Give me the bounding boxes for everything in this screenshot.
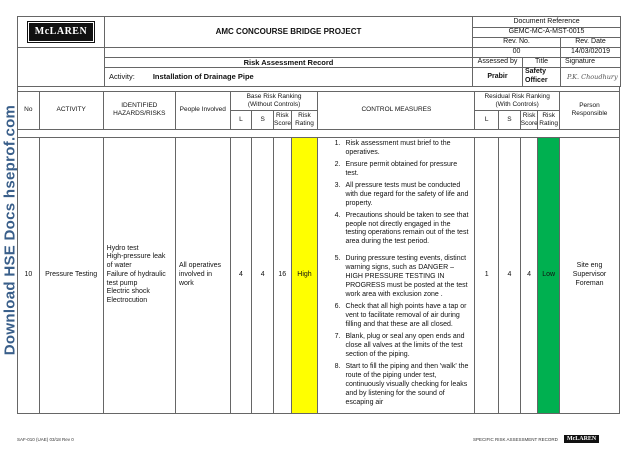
hazard-item: Failure of hydraulic bbox=[106, 270, 166, 278]
activity-value: Installation of Drainage Pipe bbox=[152, 72, 254, 82]
res-l-value: 1 bbox=[475, 137, 499, 413]
col-no: No bbox=[18, 91, 40, 129]
control-measure-item: 3. All pressure tests must be conducted with due regard for the safety of life and property. bbox=[342, 182, 470, 209]
col-residual-line-1: Residual Risk Ranking bbox=[484, 92, 550, 100]
hazard-item: High-pressure leak bbox=[106, 253, 166, 261]
footer-doc-title: SPECIFIC RISK ASSESSMENT RECORD bbox=[473, 436, 558, 442]
logo-spacer bbox=[18, 48, 105, 87]
control-measure-item: 6. Check that all high points have a tap or vent to facilitate removal of air during filling and that these are all closed. bbox=[342, 303, 470, 330]
rev-no-value: 00 bbox=[473, 48, 561, 58]
activity-label: Activity: bbox=[109, 72, 135, 82]
control-measure-item: 8. Start to fill the piping and then 'walk' the route of the piping under test, continuously visually checking for leaks and by listening for the sound of escaping air bbox=[342, 363, 470, 408]
people-line: work bbox=[178, 279, 194, 287]
col-base-rating-line-2: Rating bbox=[295, 119, 314, 127]
assessor-name: Prabir bbox=[473, 68, 523, 87]
col-res-score-line-1: Risk bbox=[522, 111, 536, 119]
control-measure-item: 5. During pressure testing events, distinct warning signs, such as DANGER – HIGH PRESSURE TESTING IN PROGRESS must be posted at the test work area with exclusion zone . bbox=[342, 255, 470, 300]
logo-cell bbox=[18, 17, 105, 48]
footer-logo: McLAREN bbox=[564, 435, 599, 443]
base-s-value: 4 bbox=[252, 137, 274, 413]
hazard-item: Hydro test bbox=[106, 244, 139, 252]
col-residual-line-2: (With Controls) bbox=[495, 100, 539, 108]
footer-right bbox=[473, 435, 599, 443]
col-base-s: S bbox=[252, 110, 274, 129]
control-measures-cell bbox=[318, 137, 475, 413]
table-row bbox=[18, 137, 620, 413]
row-hazards bbox=[103, 137, 175, 413]
risk-assessment-sheet bbox=[17, 16, 620, 414]
res-score-value: 4 bbox=[520, 137, 538, 413]
col-base-score bbox=[274, 110, 292, 129]
control-measure-item: 2. Ensure permit obtained for pressure test. bbox=[342, 161, 470, 179]
col-base-line-1: Base Risk Ranking bbox=[246, 92, 302, 100]
rev-date-label: Rev. Date bbox=[561, 38, 621, 48]
col-base-score-line-2: Score bbox=[274, 119, 291, 127]
col-base-ranking bbox=[230, 91, 318, 110]
header-blank bbox=[105, 48, 473, 58]
col-res-rating bbox=[538, 110, 560, 129]
assessor-title-line-1: Safety bbox=[525, 68, 547, 76]
project-title: AMC CONCOURSE BRIDGE PROJECT bbox=[105, 17, 473, 48]
col-res-l: L bbox=[475, 110, 499, 129]
res-s-value: 4 bbox=[499, 137, 521, 413]
col-res-rating-line-1: Risk bbox=[542, 111, 555, 119]
control-measures-list bbox=[322, 140, 470, 408]
col-activity: ACTIVITY bbox=[39, 91, 103, 129]
col-residual-ranking bbox=[475, 91, 560, 110]
company-logo: McLAREN bbox=[27, 21, 95, 44]
control-measure-item: 1. Risk assessment must brief to the operatives. bbox=[342, 140, 470, 158]
col-base-score-line-1: Risk bbox=[275, 111, 289, 119]
person-line: Supervisor bbox=[572, 270, 607, 278]
col-hazards-line-1: IDENTIFIED bbox=[121, 102, 158, 110]
control-measure-item: 7. Blank, plug or seal any open ends and close all valves at the limits of the test section of the piping. bbox=[342, 333, 470, 360]
document-title: Risk Assessment Record bbox=[105, 58, 473, 68]
col-base-line-2: (Without Controls) bbox=[247, 100, 301, 108]
col-res-score-line-2: Score bbox=[520, 119, 538, 127]
rev-date-value: 14/03/02019 bbox=[561, 48, 621, 58]
activity-row bbox=[105, 68, 473, 87]
col-people: People Involved bbox=[175, 91, 230, 129]
hazard-item: Electric shock bbox=[106, 288, 150, 296]
row-person-responsible bbox=[560, 137, 620, 413]
risk-table bbox=[17, 91, 620, 414]
assessed-by-label: Assessed by bbox=[473, 58, 523, 68]
col-control-measures: CONTROL MEASURES bbox=[318, 91, 475, 129]
base-rating-value: High bbox=[291, 137, 318, 413]
doc-ref-code: GEMC-MC-A-MST-0015 bbox=[473, 28, 621, 38]
res-rating-value: Low bbox=[538, 137, 560, 413]
col-base-l: L bbox=[230, 110, 252, 129]
row-people bbox=[175, 137, 230, 413]
col-person-responsible bbox=[560, 91, 620, 129]
col-hazards-line-2: HAZARDS/RISKS bbox=[113, 110, 166, 118]
people-line: All operatives bbox=[178, 262, 221, 270]
row-activity: Pressure Testing bbox=[39, 137, 103, 413]
header-table bbox=[17, 16, 621, 87]
title-label: Title bbox=[523, 58, 561, 68]
rev-no-label: Rev. No. bbox=[473, 38, 561, 48]
col-base-rating bbox=[291, 110, 318, 129]
row-gap bbox=[18, 129, 620, 137]
col-res-s: S bbox=[499, 110, 521, 129]
base-l-value: 4 bbox=[230, 137, 252, 413]
base-score-value: 16 bbox=[274, 137, 292, 413]
assessor-title-line-2: Officer bbox=[525, 77, 548, 85]
col-person-line-1: Person bbox=[579, 102, 600, 110]
footer-form-code: SAF-010 (UAE) 03/18 Rev 0 bbox=[17, 437, 74, 442]
row-no: 10 bbox=[18, 137, 40, 413]
col-hazards bbox=[103, 91, 175, 129]
signature: P.K. Choudhury bbox=[561, 68, 621, 87]
col-person-line-2: Responsible bbox=[571, 110, 608, 118]
assessor-title bbox=[523, 68, 561, 87]
hazard-item: of water bbox=[106, 262, 132, 270]
hazard-item: test pump bbox=[106, 279, 138, 287]
hazard-item: Electrocution bbox=[106, 297, 148, 305]
col-base-rating-line-1: Risk bbox=[298, 111, 311, 119]
person-line: Foreman bbox=[575, 279, 604, 287]
col-res-score bbox=[520, 110, 538, 129]
control-measure-item: 4. Precautions should be taken to see that people not directly engaged in the testing operations remain out of the test area during the test period. bbox=[342, 212, 470, 248]
watermark-text: Download HSE Docs hseprof.com bbox=[1, 104, 19, 356]
col-res-rating-line-2: Rating bbox=[539, 119, 559, 127]
doc-ref-label: Document Reference bbox=[473, 17, 621, 28]
people-line: involved in bbox=[178, 270, 213, 278]
person-line: Site eng bbox=[576, 262, 603, 270]
signature-label: Signature bbox=[561, 58, 621, 68]
